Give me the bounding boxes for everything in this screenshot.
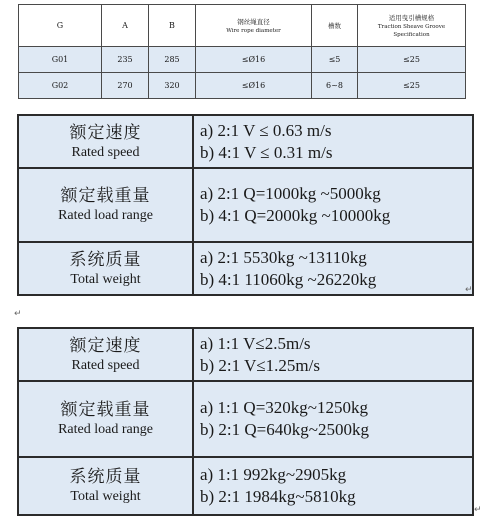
cell-a: 235 bbox=[102, 47, 149, 73]
spec-row-weight bbox=[18, 457, 473, 515]
cell-sheave: ≤25 bbox=[358, 47, 466, 73]
paragraph-return-mark: ↵ bbox=[14, 309, 22, 319]
paragraph-return-mark: ↵ bbox=[465, 285, 473, 295]
label-cn: 额定速度 bbox=[69, 122, 142, 143]
table-row bbox=[19, 73, 466, 99]
label-en: Rated load range bbox=[58, 208, 153, 223]
spec-row-load bbox=[18, 168, 473, 242]
spec-row-speed bbox=[18, 115, 473, 168]
spec-label-weight bbox=[18, 457, 193, 515]
spec-value-load bbox=[193, 381, 473, 457]
header-grooves bbox=[312, 5, 358, 47]
spec-value-speed bbox=[193, 115, 473, 168]
value-line-b: b) 4:1 Q=2000kg ~10000kg bbox=[200, 206, 391, 225]
value-line-a: a) 2:1 V ≤ 0.63 m/s bbox=[200, 120, 332, 140]
spec-value-weight bbox=[193, 457, 473, 515]
spec-label-load bbox=[18, 381, 193, 457]
spec-table-1to1-2to1 bbox=[17, 327, 474, 516]
cell-grooves: 6~8 bbox=[312, 73, 358, 99]
label-en: Total weight bbox=[70, 489, 141, 504]
cell-wire: ≤Ø16 bbox=[196, 73, 312, 99]
table-header-row bbox=[19, 5, 466, 47]
label-cn: 额定载重量 bbox=[60, 400, 151, 420]
header-sheave-cn: 适用曳引槽规格 bbox=[388, 13, 435, 22]
spec-value-speed bbox=[193, 328, 473, 381]
value-line-b: b) 2:1 Q=640kg~2500kg bbox=[200, 420, 369, 439]
label-en: Rated load range bbox=[58, 422, 153, 437]
label-cn: 系统质量 bbox=[69, 467, 142, 487]
header-g: G bbox=[19, 5, 102, 47]
groove-spec-table bbox=[18, 4, 466, 99]
cell-g: G02 bbox=[19, 73, 102, 99]
spec-table-2to1-4to1 bbox=[17, 114, 474, 296]
value-line-a: a) 1:1 992kg~2905kg bbox=[200, 465, 347, 484]
value-line-a: a) 2:1 5530kg ~13110kg bbox=[200, 247, 367, 267]
value-line-b: b) 4:1 11060kg ~26220kg bbox=[200, 269, 377, 289]
spec-label-load bbox=[18, 168, 193, 242]
label-cn: 额定载重量 bbox=[60, 186, 151, 206]
spec-label-speed bbox=[18, 328, 193, 381]
value-line-b: b) 4:1 V ≤ 0.31 m/s bbox=[200, 142, 333, 162]
header-sheave-en1: Traction Sheave Groove bbox=[377, 23, 446, 30]
label-cn: 系统质量 bbox=[69, 249, 142, 270]
header-wire-rope-cn: 钢丝绳直径 bbox=[237, 17, 270, 26]
header-wire-rope bbox=[196, 5, 312, 47]
label-cn: 额定速度 bbox=[69, 335, 142, 356]
spec-label-weight bbox=[18, 242, 193, 295]
table-row bbox=[19, 47, 466, 73]
cell-b: 320 bbox=[149, 73, 196, 99]
spec-value-weight bbox=[193, 242, 473, 295]
value-line-a: a) 1:1 V≤2.5m/s bbox=[200, 333, 311, 353]
cell-b: 285 bbox=[149, 47, 196, 73]
cell-a: 270 bbox=[102, 73, 149, 99]
spec-value-load bbox=[193, 168, 473, 242]
header-sheave bbox=[358, 5, 466, 47]
header-b: B bbox=[149, 5, 196, 47]
cell-sheave: ≤25 bbox=[358, 73, 466, 99]
cell-wire: ≤Ø16 bbox=[196, 47, 312, 73]
paragraph-return-mark: ↵ bbox=[474, 505, 482, 515]
header-a: A bbox=[102, 5, 149, 47]
label-en: Rated speed bbox=[71, 144, 140, 160]
spec-row-weight bbox=[18, 242, 473, 295]
spec-row-speed bbox=[18, 328, 473, 381]
cell-g: G01 bbox=[19, 47, 102, 73]
value-line-b: b) 2:1 V≤1.25m/s bbox=[200, 355, 320, 375]
spec-label-speed bbox=[18, 115, 193, 168]
cell-grooves: ≤5 bbox=[312, 47, 358, 73]
value-line-b: b) 2:1 1984kg~5810kg bbox=[200, 487, 356, 506]
spec-row-load bbox=[18, 381, 473, 457]
value-line-a: a) 1:1 Q=320kg~1250kg bbox=[200, 398, 368, 417]
header-grooves-cn: 槽数 bbox=[328, 21, 341, 30]
value-line-a: a) 2:1 Q=1000kg ~5000kg bbox=[200, 184, 381, 203]
header-sheave-en2: Specification bbox=[393, 31, 430, 38]
label-en: Total weight bbox=[70, 271, 141, 287]
label-en: Rated speed bbox=[71, 357, 140, 373]
header-wire-rope-en: Wire rope diameter bbox=[226, 27, 281, 34]
